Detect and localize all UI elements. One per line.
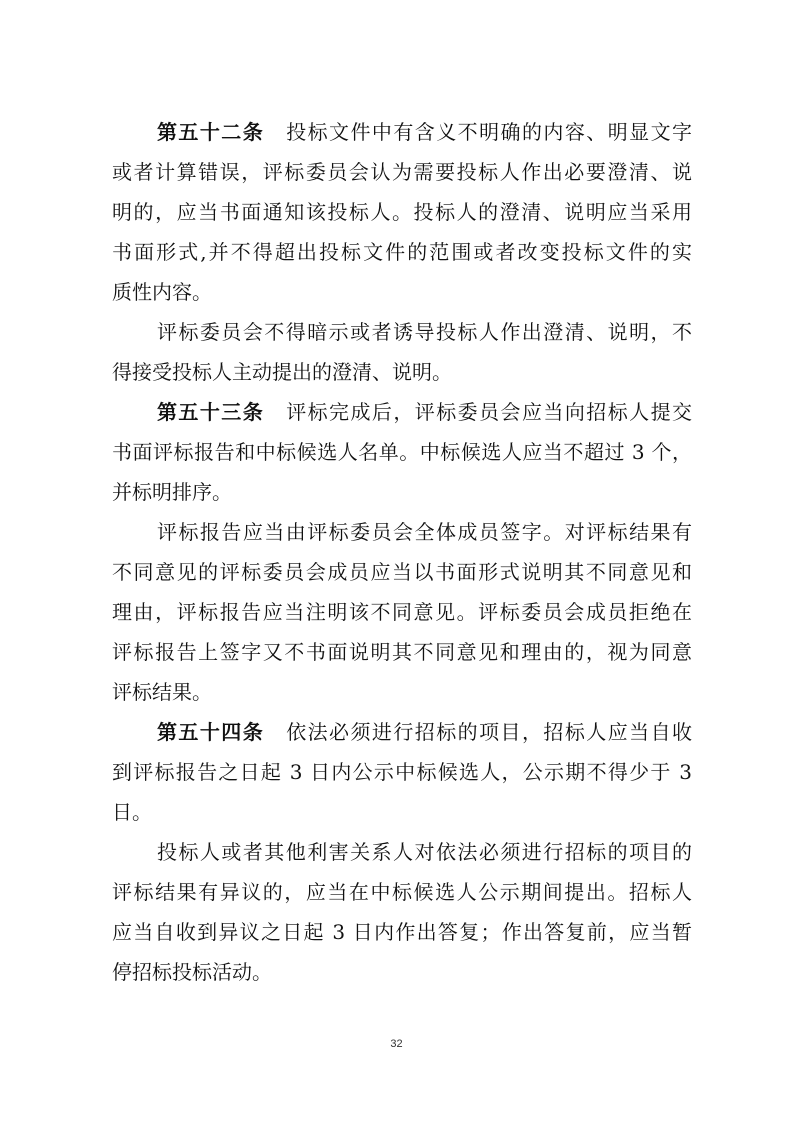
paragraph-6-line-3: 应当自收到异议之日起 3 日内作出答复；作出答复前，应当暂 <box>112 920 692 944</box>
paragraph-2-line-2: 得接受投标人主动提出的澄清、说明。 <box>112 360 452 384</box>
paragraph-2-line-1: 评标委员会不得暗示或者诱导投标人作出澄清、说明，不 <box>157 320 692 344</box>
article-54-line-1 <box>157 712 692 752</box>
article-53-text: 评标完成后，评标委员会应当向招标人提交 <box>286 400 693 424</box>
article-53-title: 第五十三条 <box>157 400 265 424</box>
article-54-line-2: 到评标报告之日起 3 日内公示中标候选人，公示期不得少于 3 <box>112 760 692 784</box>
paragraph-4-line-5: 评标结果。 <box>112 680 212 704</box>
article-52-line-5: 质性内容。 <box>112 280 212 304</box>
paragraph-4-line-1: 评标报告应当由评标委员会全体成员签字。对评标结果有 <box>157 520 692 544</box>
article-53-line-2: 书面评标报告和中标候选人名单。中标候选人应当不超过 3 个， <box>112 440 692 464</box>
article-54-text: 依法必须进行招标的项目，招标人应当自收 <box>286 720 693 744</box>
paragraph-6-line-2: 评标结果有异议的，应当在中标候选人公示期间提出。招标人 <box>112 880 692 904</box>
paragraph-4-line-4: 评标报告上签字又不书面说明其不同意见和理由的，视为同意 <box>112 640 692 664</box>
paragraph-4-line-2: 不同意见的评标委员会成员应当以书面形式说明其不同意见和 <box>112 560 692 584</box>
page-number: 32 <box>390 1038 403 1050</box>
article-54-title: 第五十四条 <box>157 720 265 744</box>
article-53-line-1 <box>157 392 692 432</box>
article-52-line-3: 明的，应当书面通知该投标人。投标人的澄清、说明应当采用 <box>112 200 692 224</box>
paragraph-4-line-3: 理由，评标报告应当注明该不同意见。评标委员会成员拒绝在 <box>112 600 692 624</box>
article-54-line-3: 日。 <box>112 800 152 824</box>
article-53-line-3: 并标明排序。 <box>112 480 232 504</box>
article-52-line-2: 或者计算错误，评标委员会认为需要投标人作出必要澄清、说 <box>112 160 692 184</box>
paragraph-6-line-4: 停招标投标活动。 <box>112 960 272 984</box>
article-52-line-1 <box>157 112 692 152</box>
paragraph-6-line-1: 投标人或者其他利害关系人对依法必须进行招标的项目的 <box>157 840 692 864</box>
article-52-text: 投标文件中有含义不明确的内容、明显文字 <box>286 120 693 144</box>
article-52-title: 第五十二条 <box>157 120 265 144</box>
article-52-line-4: 书面形式,并不得超出投标文件的范围或者改变投标文件的实 <box>112 240 692 264</box>
